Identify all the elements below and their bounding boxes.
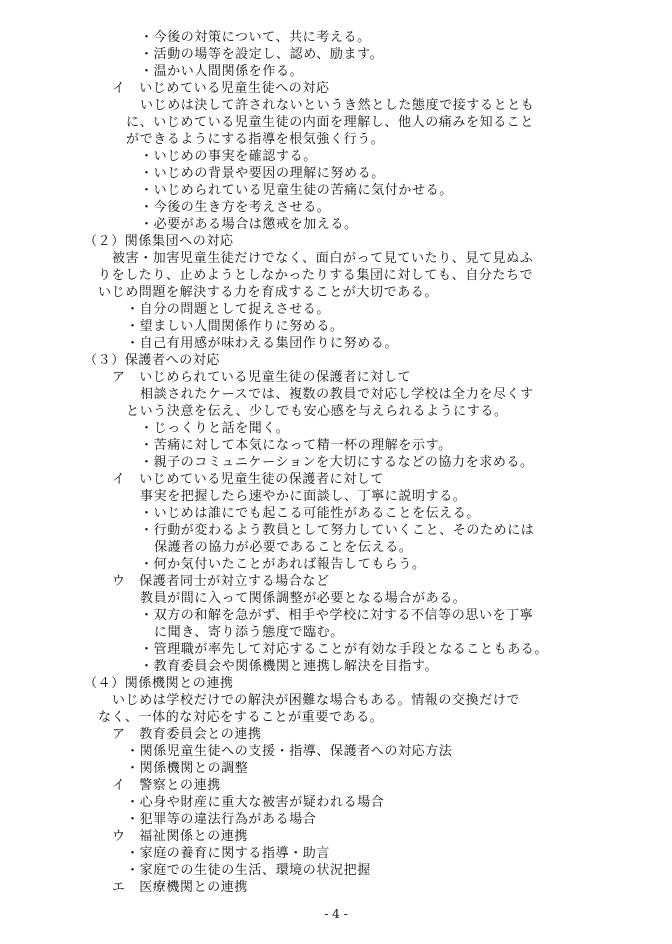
text-line: いじめ問題を解決する力を育成することが大切である。 bbox=[98, 285, 439, 300]
section-heading: （４）関係機関との連携 bbox=[84, 676, 234, 691]
text-line: ・温かい人間関係を作る。 bbox=[140, 64, 304, 79]
text-line: ・苦痛に対して本気になって精一杯の理解を示す。 bbox=[140, 438, 452, 453]
text-line: ・双方の和解を急がず、相手や学校に対する不信等の思いを丁寧 bbox=[140, 608, 534, 623]
text-line: いじめは決して許されないというき然とした態度で接するととも bbox=[140, 98, 535, 113]
text-line: ・今後の対策について、共に考える。 bbox=[140, 30, 371, 45]
text-line: 保護者の協力が必要であることを伝える。 bbox=[154, 540, 413, 555]
text-line: に、いじめている児童生徒の内面を理解し、他人の痛みを知ること bbox=[126, 115, 535, 130]
subsection-heading: ア 教育委員会との連携 bbox=[112, 727, 262, 742]
text-line: ・いじめは誰にでも起こる可能性があることを伝える。 bbox=[140, 506, 481, 521]
subsection-heading: エ 医療機関との連携 bbox=[112, 880, 249, 895]
section-heading: （２）関係集団への対応 bbox=[84, 234, 234, 249]
text-line: 事実を把握したら速やかに面談し、丁寧に説明する。 bbox=[140, 489, 467, 504]
text-line: ・心身や財産に重大な被害が疑われる場合 bbox=[126, 795, 385, 810]
text-line: ・関係機関との調整 bbox=[126, 761, 249, 776]
text-line: いじめは学校だけでの解決が困難な場合もある。情報の交換だけで bbox=[112, 693, 521, 708]
text-line: 被害・加害児童生徒だけでなく、面白がって見ていたり、見て見ぬふ bbox=[112, 251, 534, 266]
text-line: ・今後の生き方を考えさせる。 bbox=[140, 200, 331, 215]
text-line: ・管理職が率先して対応することが有効な手段となることもある。 bbox=[140, 642, 549, 657]
text-line: ・いじめられている児童生徒の苦痛に気付かせる。 bbox=[140, 183, 453, 198]
text-line: という決意を伝え、少しでも安心感を与えられるようにする。 bbox=[126, 404, 508, 419]
page-number: - 4 - bbox=[324, 907, 348, 921]
text-line: ・犯罪等の違法行為がある場合 bbox=[126, 812, 317, 827]
subsection-heading: イ いじめている児童生徒への対応 bbox=[112, 81, 330, 96]
text-line: 教員が間に入って関係調整が必要となる場合がある。 bbox=[140, 591, 467, 606]
text-line: 相談されたケースでは、複数の教員で対応し学校は全力を尽くす bbox=[140, 387, 534, 402]
text-line: ・じっくりと話を聞く。 bbox=[140, 421, 290, 436]
text-line: ・何か気付いたことがあれば報告してもらう。 bbox=[140, 557, 426, 572]
text-line: ・自分の問題として捉えさせる。 bbox=[126, 302, 331, 317]
text-line: ・いじめの背景や要因の理解に努める。 bbox=[140, 166, 385, 181]
subsection-heading: ア いじめられている児童生徒の保護者に対して bbox=[112, 370, 412, 385]
text-line: ができるようにする指導を根気強く行う。 bbox=[126, 132, 385, 147]
text-line: ・必要がある場合は懲戒を加える。 bbox=[140, 217, 358, 232]
text-line: ・家庭での生徒の生活、環境の状況把握 bbox=[126, 863, 371, 878]
subsection-heading: イ いじめている児童生徒の保護者に対して bbox=[112, 472, 385, 487]
subsection-heading: ウ 福祉関係との連携 bbox=[112, 829, 249, 844]
text-line: なく、一体的な対応をすることが重要である。 bbox=[98, 710, 384, 725]
subsection-heading: イ 警察との連携 bbox=[112, 778, 221, 793]
text-line: ・親子のコミュニケーションを大切にするなどの協力を求める。 bbox=[140, 455, 534, 470]
subsection-heading: ウ 保護者同士が対立する場合など bbox=[112, 574, 330, 589]
text-line: ・望ましい人間関係作りに努める。 bbox=[126, 319, 344, 334]
text-line: に聞き、寄り添う態度で臨む。 bbox=[154, 625, 344, 640]
text-line: ・教育委員会や関係機関と連携し解決を目指す。 bbox=[140, 659, 439, 674]
text-line: ・行動が変わるよう教員として努力していくこと、そのためには bbox=[140, 523, 535, 538]
text-line: ・家庭の養育に関する指導・助言 bbox=[126, 846, 331, 861]
text-line: りをしたり、止めようとしなかったりする集団に対しても、自分たちで bbox=[98, 268, 534, 283]
text-line: ・自己有用感が味わえる集団作りに努める。 bbox=[126, 336, 399, 351]
text-line: ・活動の場等を設定し、認め、励ます。 bbox=[140, 47, 384, 62]
text-line: ・いじめの事実を確認する。 bbox=[140, 149, 317, 164]
section-heading: （３）保護者への対応 bbox=[84, 353, 221, 368]
text-line: ・関係児童生徒への支援・指導、保護者への対応方法 bbox=[126, 744, 453, 759]
